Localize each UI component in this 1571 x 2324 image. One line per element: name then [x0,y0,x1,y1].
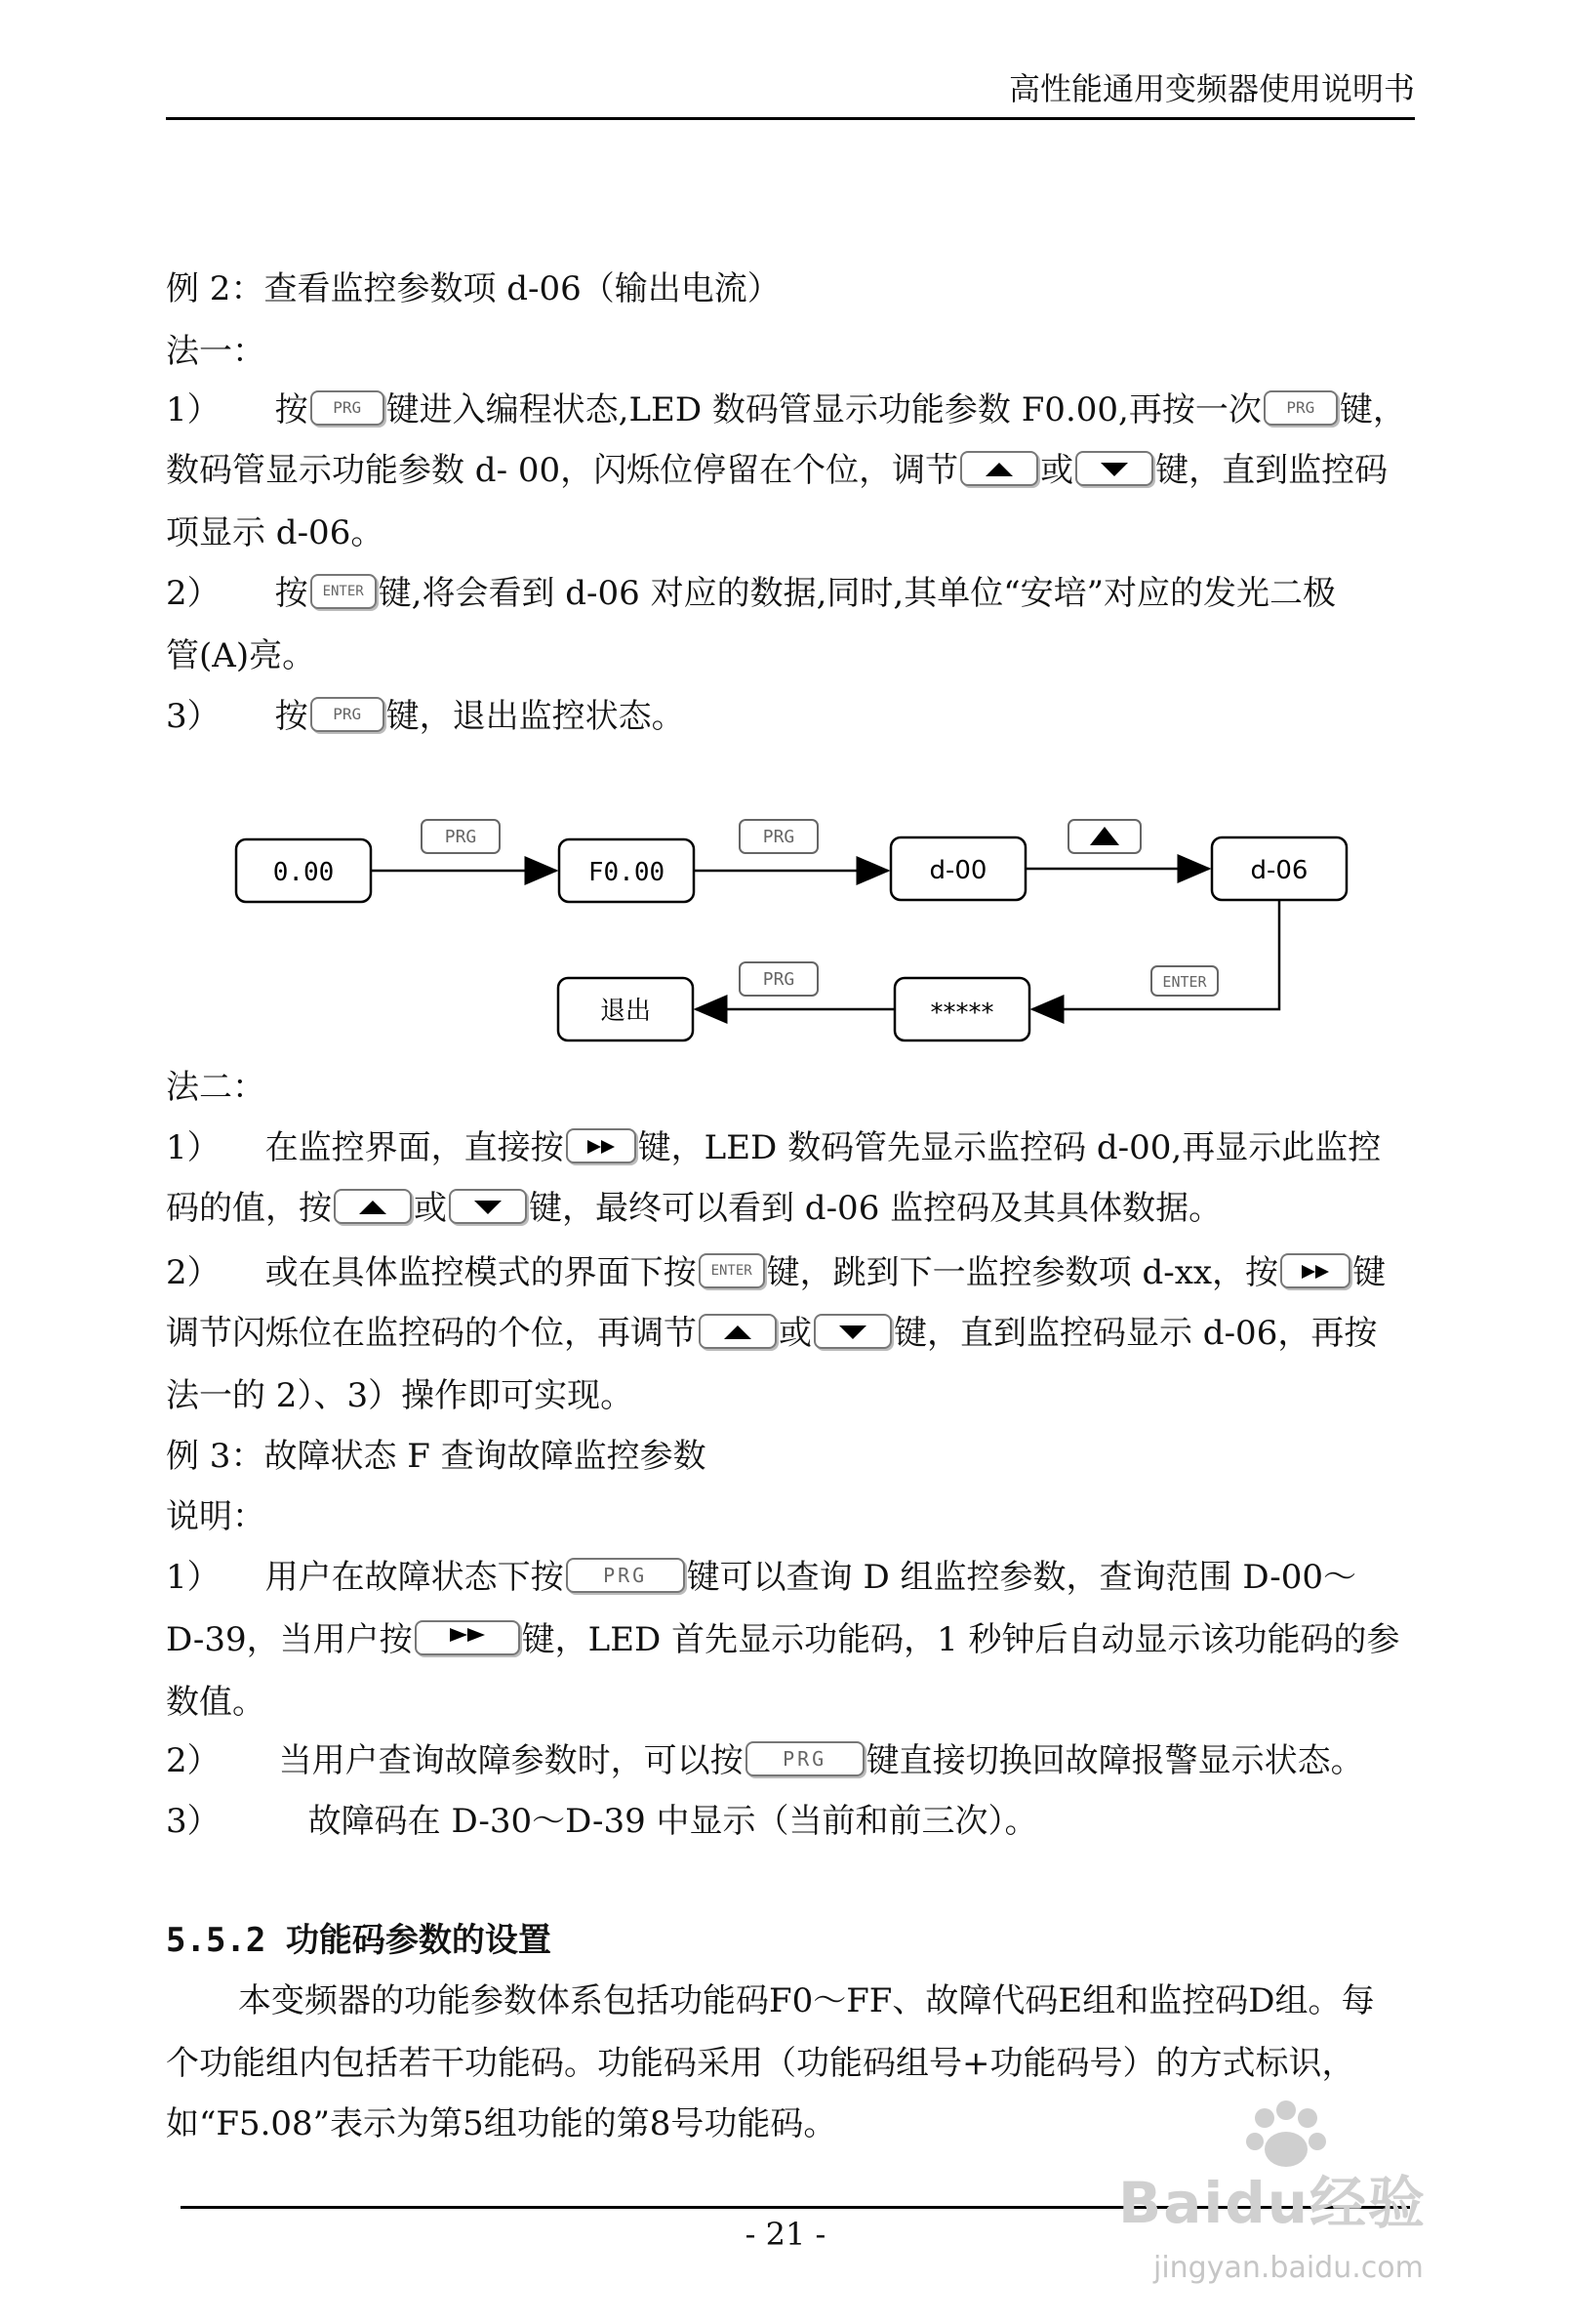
text: 调节闪烁位在监控码的个位，再调节 [166,1314,697,1353]
text: 键，LED 首先显示功能码，1 秒钟后自动显示该功能码的参 [521,1620,1400,1659]
text: 或 [779,1314,812,1353]
up-arrow-key-icon [334,1189,412,1224]
e3-s1-line3: 数值。 [166,1683,265,1722]
e3-s2-line [166,1737,1364,1784]
m2-s2-line1 [166,1249,1386,1296]
flow-box-data-label: ***** [930,999,994,1028]
down-arrow-key-icon [814,1314,892,1349]
text: 键,将会看到 d-06 对应的数据,同时,其单位“安培”对应的发光二极 [378,574,1336,613]
step2-line2: 管(A)亮。 [166,636,316,675]
prg-key: PRG [566,1558,685,1593]
step-number: 1） [166,1128,221,1167]
step-number: 2） [166,574,221,613]
m2-s1-line2 [166,1185,1222,1232]
prg-key: PRG [310,390,384,426]
flow-box-f000-label: F0.00 [587,858,665,887]
text: 键直接切换回故障报警显示状态。 [866,1741,1364,1780]
text: D-39，当用户按 [166,1620,413,1659]
text: 当用户查询故障参数时，可以按 [278,1741,744,1780]
e3-s1-line1 [166,1554,1356,1601]
text: 或 [1040,451,1074,490]
text: 或在具体监控模式的界面下按 [264,1253,697,1292]
text: 键，LED 数码管先显示监控码 d-00,再显示此监控 [637,1128,1382,1167]
text: 码的值，按 [166,1189,332,1228]
step-number: 2） [166,1253,221,1292]
step2-line1 [166,570,1336,617]
enter-key: ENTER [699,1253,765,1288]
method1-title: 法一： [166,332,265,371]
e3-s1-line2 [166,1616,1400,1663]
step1-line1 [166,387,1406,433]
text: 键，跳到下一监控参数项 d-xx，按 [766,1253,1279,1292]
text: 键进入编程状态,LED 数码管显示功能参数 F0.00,再按一次 [385,390,1262,429]
watermark-url: jingyan.baidu.com [1153,2251,1424,2285]
flow-key-enter-label: ENTER [1162,973,1207,991]
flow-box-initial-label: 0.00 [272,858,335,887]
text: 或 [414,1189,447,1228]
header-title: 高性能通用变频器使用说明书 [1008,70,1415,107]
flow-key-prg-3-label: PRG [762,969,795,990]
step-number: 1） [166,1558,221,1597]
prg-key: PRG [310,697,384,732]
text: 数码管显示功能参数 d- 00，闪烁位停留在个位，调节 [166,451,959,490]
flow-key-prg-2-label: PRG [762,827,795,847]
step3-line [166,693,685,740]
example2-title: 例 2：查看监控参数项 d-06（输出电流） [166,269,781,308]
up-arrow-key-icon [960,451,1038,486]
text: 键， [1339,390,1406,429]
prg-key: PRG [745,1741,865,1776]
text: 键，直到监控码 [1155,451,1389,490]
flow-box-d00-label: d-00 [929,856,987,885]
up-arrow-key-icon [699,1314,777,1349]
down-arrow-key-icon [449,1189,527,1224]
method2-title: 法二： [166,1068,265,1107]
step-number: 2） [166,1741,221,1780]
step-number: 3） [166,1802,221,1841]
page-number: - 21 - [745,2216,826,2253]
shift-right-key-icon [415,1620,520,1655]
step-number: 1） [166,390,221,429]
text: 在监控界面，直接按 [264,1128,564,1167]
text: 用户在故障状态下按 [264,1558,564,1597]
text: 键，直到监控码显示 d-06，再按 [894,1314,1378,1353]
prg-key: PRG [1264,390,1338,426]
text: 故障码在 D-30～D-39 中显示（当前和前三次）。 [307,1802,1038,1841]
flow-key-prg-1-label: PRG [444,827,477,847]
text: 键 [1352,1253,1387,1292]
shift-right-key-icon [1280,1253,1350,1288]
flow-diagram [0,800,1571,1074]
baidu-watermark [1118,2089,1489,2313]
down-arrow-key-icon [1075,451,1153,486]
flow-box-d06-label: d-06 [1250,856,1309,885]
m2-s2-line2 [166,1310,1377,1357]
section-paragraph-line2: 个功能组内包括若干功能码。功能码采用（功能码组号+功能码号）的方式标识， [166,2044,1355,2083]
enter-key: ENTER [310,574,377,609]
m2-s1-line1 [166,1124,1381,1171]
example3-desc: 说明： [166,1497,265,1536]
text: 按 [274,390,308,429]
text: 键，退出监控状态。 [385,697,685,736]
flow-box-exit-label: 退出 [599,997,652,1026]
e3-s3-line [166,1798,1038,1845]
section-paragraph-line3: 如“F5.08”表示为第5组功能的第8号功能码。 [166,2104,837,2143]
text: 按 [274,697,308,736]
step1-line3: 项显示 d-06。 [166,513,384,552]
example3-title: 例 3：故障状态 F 查询故障监控参数 [166,1437,706,1476]
page-header [166,59,1415,120]
section-title: 5.5.2 功能码参数的设置 [166,1921,551,1960]
text: 按 [274,574,308,613]
step-number: 3） [166,697,221,736]
m2-s2-line3: 法一的 2）、3）操作即可实现。 [166,1376,634,1415]
text: 键，最终可以看到 d-06 监控码及其具体数据。 [529,1189,1223,1228]
shift-right-key-icon [566,1128,636,1163]
step1-line2 [166,447,1388,494]
text: 键可以查询 D 组监控参数，查询范围 D-00～ [686,1558,1356,1597]
section-paragraph-line1: 本变频器的功能参数体系包括功能码F0～FF、故障代码E组和监控码D组。每 [238,1981,1375,2020]
watermark-brand: Baidu经验 [1118,2170,1428,2236]
